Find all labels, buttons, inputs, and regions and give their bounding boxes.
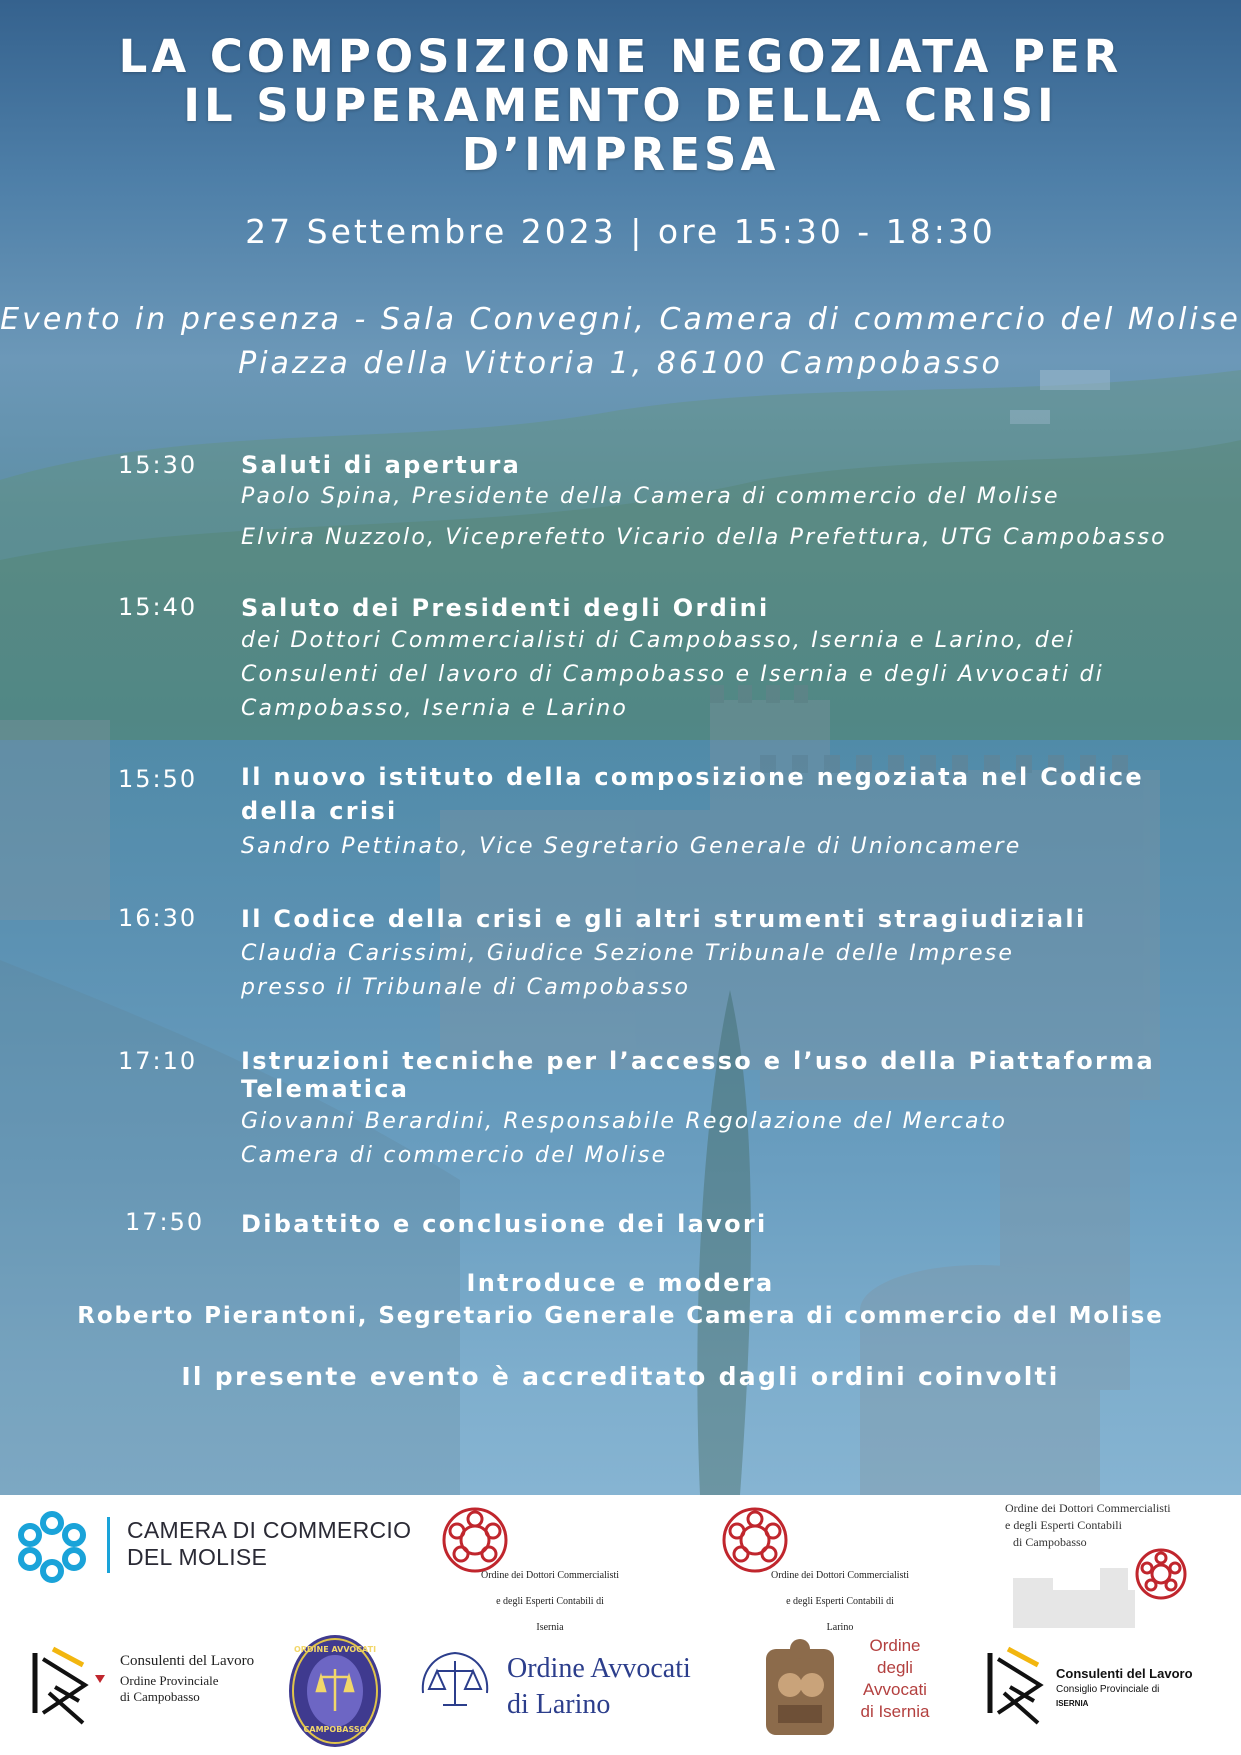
- moderator-name: Roberto Pierantoni, Segretario Generale Camera di commercio del Molise: [77, 1303, 1164, 1329]
- session-time: 17:10: [118, 1047, 198, 1075]
- session-title: Saluto dei Presidenti degli Ordini: [241, 594, 770, 622]
- session-speaker: Paolo Spina, Presidente della Camera di commercio del Molise: [241, 484, 1060, 509]
- scales-of-justice-icon: [415, 1643, 495, 1723]
- cdl-emblem-icon: [980, 1643, 1050, 1733]
- session-speaker: Campobasso, Isernia e Larino: [241, 696, 629, 721]
- session-speaker: dei Dottori Commercialisti di Campobasso, Isernia e Larino, dei: [241, 628, 1075, 653]
- session-title: Il Codice della crisi e gli altri strumenti stragiudiziali: [241, 905, 1087, 933]
- cdl-campobasso-city: di Campobasso: [120, 1689, 200, 1704]
- seal-top-text: ORDINE AVVOCATI: [293, 1645, 377, 1654]
- avvocati-isernia-text-2: degli: [877, 1658, 913, 1677]
- odcec-campobasso-text-1: Ordine dei Dottori Commercialisti: [1005, 1501, 1171, 1515]
- seal-bottom-text: CAMPOBASSO: [303, 1725, 367, 1734]
- odcec-isernia-logo: [425, 1505, 665, 1633]
- avvocati-campobasso-seal: [285, 1625, 385, 1750]
- accreditation-note: Il presente evento è accreditato dagli ordini coinvolti: [181, 1362, 1060, 1391]
- camera-commercio-emblem-icon: [12, 1507, 92, 1587]
- cdl-isernia-city: ISERNIA: [1056, 1699, 1089, 1708]
- session-speaker: Sandro Pettinato, Vice Segretario Generale di Unioncamere: [241, 834, 1022, 859]
- avvocati-larino-name: Ordine Avvocati: [507, 1653, 691, 1684]
- avvocati-larino-city: di Larino: [507, 1689, 611, 1720]
- session-speaker: Elvira Nuzzolo, Viceprefetto Vicario della Prefettura, UTG Campobasso: [241, 525, 1167, 550]
- session-time: 17:50: [125, 1208, 205, 1236]
- session-speaker: Giovanni Berardini, Responsabile Regolazione del Mercato: [241, 1109, 1008, 1134]
- session-title: della crisi: [241, 797, 398, 825]
- odcec-isernia-text-2: e degli Esperti Contabili di: [496, 1596, 604, 1607]
- session-title: Istruzioni tecniche per l’accesso e l’uso della Piattaforma: [241, 1047, 1156, 1075]
- avvocati-isernia-text-1: Ordine: [869, 1636, 921, 1655]
- cdl-isernia-name: Consulenti del Lavoro: [1056, 1666, 1193, 1681]
- avvocati-larino-logo: [415, 1643, 725, 1733]
- odcec-campobasso-text-2: e degli Esperti Contabili: [1005, 1518, 1122, 1532]
- odcec-emblem-icon: [1133, 1546, 1189, 1602]
- camera-commercio-name: CAMERA DI COMMERCIO: [127, 1517, 412, 1543]
- venue-line-1: Evento in presenza - Sala Convegni, Camera di commercio del Molise: [0, 302, 1241, 337]
- cdl-campobasso-logo: [25, 1643, 265, 1733]
- cdl-emblem-icon: [25, 1643, 95, 1733]
- coat-of-arms-icon: [760, 1635, 840, 1740]
- red-marker-icon: [95, 1675, 105, 1683]
- session-time: 15:50: [118, 765, 198, 793]
- odcec-larino-text-1: Ordine dei Dottori Commercialisti: [770, 1570, 910, 1581]
- cdl-campobasso-name: Consulenti del Lavoro: [120, 1653, 255, 1669]
- session-speaker: Claudia Carissimi, Giudice Sezione Tribunale delle Imprese: [241, 941, 1015, 966]
- avvocati-isernia-logo: [760, 1635, 960, 1745]
- cdl-campobasso-sub: Ordine Provinciale: [120, 1673, 219, 1688]
- session-speaker: presso il Tribunale di Campobasso: [241, 975, 691, 1000]
- event-title-line-2: IL SUPERAMENTO DELLA CRISI: [183, 79, 1058, 132]
- odcec-campobasso-logo: [1005, 1500, 1205, 1630]
- cdl-isernia-sub: Consiglio Provinciale di: [1056, 1684, 1160, 1695]
- avvocati-isernia-text-4: di Isernia: [860, 1702, 930, 1721]
- moderator-heading: Introduce e modera: [466, 1269, 775, 1297]
- cdl-isernia-logo: [980, 1643, 1220, 1733]
- sponsor-logos-strip: [0, 1495, 1241, 1755]
- session-time: 15:30: [118, 451, 198, 479]
- session-time: 16:30: [118, 904, 198, 932]
- session-title: Il nuovo istituto della composizione negoziata nel Codice: [241, 763, 1145, 791]
- session-title: Telematica: [241, 1075, 410, 1103]
- odcec-isernia-text-3: Isernia: [536, 1622, 564, 1633]
- session-title: Dibattito e conclusione dei lavori: [241, 1210, 768, 1238]
- camera-commercio-region: DEL MOLISE: [127, 1544, 268, 1570]
- odcec-larino-text-3: Larino: [826, 1622, 854, 1633]
- session-speaker: Consulenti del lavoro di Campobasso e Isernia e degli Avvocati di: [241, 662, 1104, 687]
- venue-address: Piazza della Vittoria 1, 86100 Campobasso: [238, 346, 1003, 381]
- session-time: 15:40: [118, 593, 198, 621]
- session-title: Saluti di apertura: [241, 451, 522, 479]
- avvocati-isernia-text-3: Avvocati: [863, 1680, 927, 1699]
- event-title-line-1: LA COMPOSIZIONE NEGOZIATA PER: [118, 30, 1123, 83]
- odcec-larino-logo: [705, 1505, 945, 1633]
- event-title-line-3: D’IMPRESA: [461, 128, 780, 181]
- session-speaker: Camera di commercio del Molise: [241, 1143, 668, 1168]
- odcec-isernia-text-1: Ordine dei Dottori Commercialisti: [480, 1570, 620, 1581]
- odcec-larino-text-2: e degli Esperti Contabili di: [786, 1596, 894, 1607]
- camera-commercio-logo: [12, 1507, 422, 1577]
- event-date: 27 Settembre 2023 | ore 15:30 - 18:30: [245, 212, 996, 251]
- odcec-campobasso-text-3: di Campobasso: [1013, 1535, 1087, 1549]
